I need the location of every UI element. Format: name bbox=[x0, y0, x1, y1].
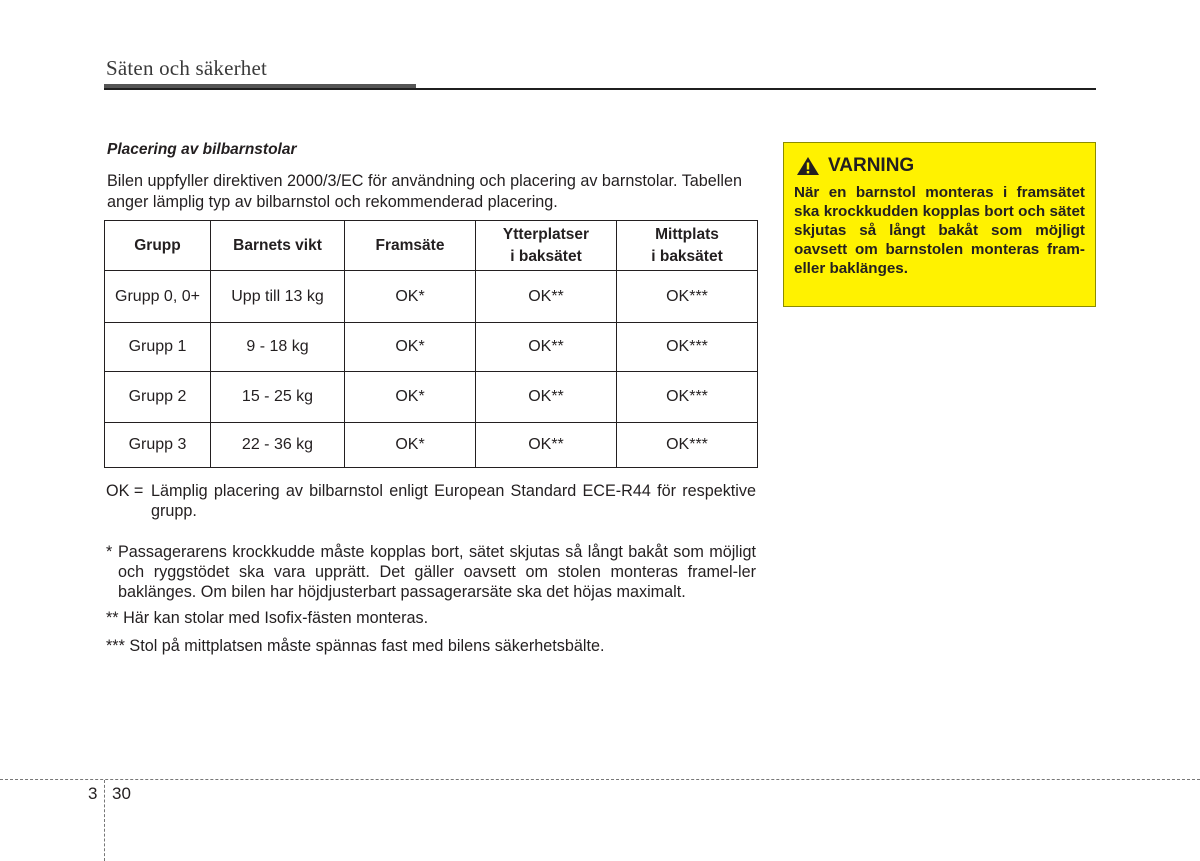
table-header-row bbox=[105, 221, 758, 271]
header-middle-rear bbox=[617, 221, 758, 271]
header-outer-rear bbox=[476, 221, 617, 271]
footnote-double-star: ** Här kan stolar med Isofix-fästen monteras. bbox=[106, 609, 429, 627]
header-outer-line1: Ytterplatser bbox=[502, 225, 590, 243]
section-heading: Placering av bilbarnstolar bbox=[107, 141, 297, 158]
cell-group: Grupp 0, 0+ bbox=[105, 271, 211, 323]
header-middle-line2: i baksätet bbox=[651, 247, 723, 265]
table-row bbox=[105, 271, 758, 323]
warning-title bbox=[796, 155, 914, 177]
cell-front: OK* bbox=[345, 323, 476, 372]
footnote-single-star bbox=[106, 542, 756, 602]
cell-outer: OK** bbox=[476, 372, 617, 423]
cell-outer: OK** bbox=[476, 323, 617, 372]
warning-title-text: VARNING bbox=[828, 155, 915, 176]
cell-group: Grupp 3 bbox=[105, 423, 211, 468]
cell-middle: OK*** bbox=[617, 323, 758, 372]
chapter-number: 3 bbox=[88, 784, 98, 803]
header-outer-line2: i baksätet bbox=[510, 247, 582, 265]
cell-weight: 9 - 18 kg bbox=[211, 323, 345, 372]
ok-legend-text: Lämplig placering av bilbarnstol enligt European Standard ECE-R44 för respektive grupp. bbox=[151, 482, 756, 520]
cell-weight: 15 - 25 kg bbox=[211, 372, 345, 423]
cell-middle: OK*** bbox=[617, 271, 758, 323]
warning-box bbox=[783, 142, 1096, 307]
table-row bbox=[105, 323, 758, 372]
table-row bbox=[105, 372, 758, 423]
header-middle-line1: Mittplats bbox=[655, 225, 719, 243]
child-seat-table bbox=[104, 220, 758, 468]
cell-weight: 22 - 36 kg bbox=[211, 423, 345, 468]
intro-paragraph: Bilen uppfyller direktiven 2000/3/EC för användning och placering av barnstolar. Tabellen anger lämplig typ av bilbarnstol och rekommenderad placering. bbox=[107, 172, 743, 211]
cell-weight: Upp till 13 kg bbox=[211, 271, 345, 323]
cell-front: OK* bbox=[345, 423, 476, 468]
ok-legend-label: OK = bbox=[106, 482, 144, 500]
cell-group: Grupp 2 bbox=[105, 372, 211, 423]
table-row bbox=[105, 423, 758, 468]
cell-front: OK* bbox=[345, 372, 476, 423]
ok-legend bbox=[106, 481, 756, 521]
cell-middle: OK*** bbox=[617, 372, 758, 423]
page-section-title: Säten och säkerhet bbox=[106, 56, 268, 80]
header-weight: Barnets vikt bbox=[211, 221, 345, 271]
cell-middle: OK*** bbox=[617, 423, 758, 468]
footnote-mark: * bbox=[106, 543, 113, 561]
footnote-triple-star: *** Stol på mittplatsen måste spännas fast med bilens säkerhetsbälte. bbox=[106, 637, 605, 655]
page-number: 30 bbox=[112, 784, 131, 803]
warning-triangle-icon bbox=[796, 156, 820, 176]
header-group: Grupp bbox=[105, 221, 211, 271]
footnote-text: Passagerarens krockkudde måste kopplas bort, sätet skjutas så långt bakåt som möjligt och ryggstödet ska vara upprätt. Det gäller oavsett om stolen monteras framel-ler baklänges. Om bilen har höjdjusterbart passagerarsäte ska det höjas maximalt. bbox=[118, 543, 756, 601]
footer-vertical-rule bbox=[104, 780, 105, 861]
cell-outer: OK** bbox=[476, 423, 617, 468]
cell-group: Grupp 1 bbox=[105, 323, 211, 372]
header-front-seat: Framsäte bbox=[345, 221, 476, 271]
warning-text: När en barnstol monteras i framsätet ska krockkudden kopplas bort och sätet skjutas så långt bakåt som möjligt oavsett om barnstolen monteras fram- eller baklänges. bbox=[794, 184, 1085, 277]
cell-outer: OK** bbox=[476, 271, 617, 323]
footer-rule bbox=[0, 779, 1200, 780]
cell-front: OK* bbox=[345, 271, 476, 323]
header-rule bbox=[104, 88, 1096, 90]
